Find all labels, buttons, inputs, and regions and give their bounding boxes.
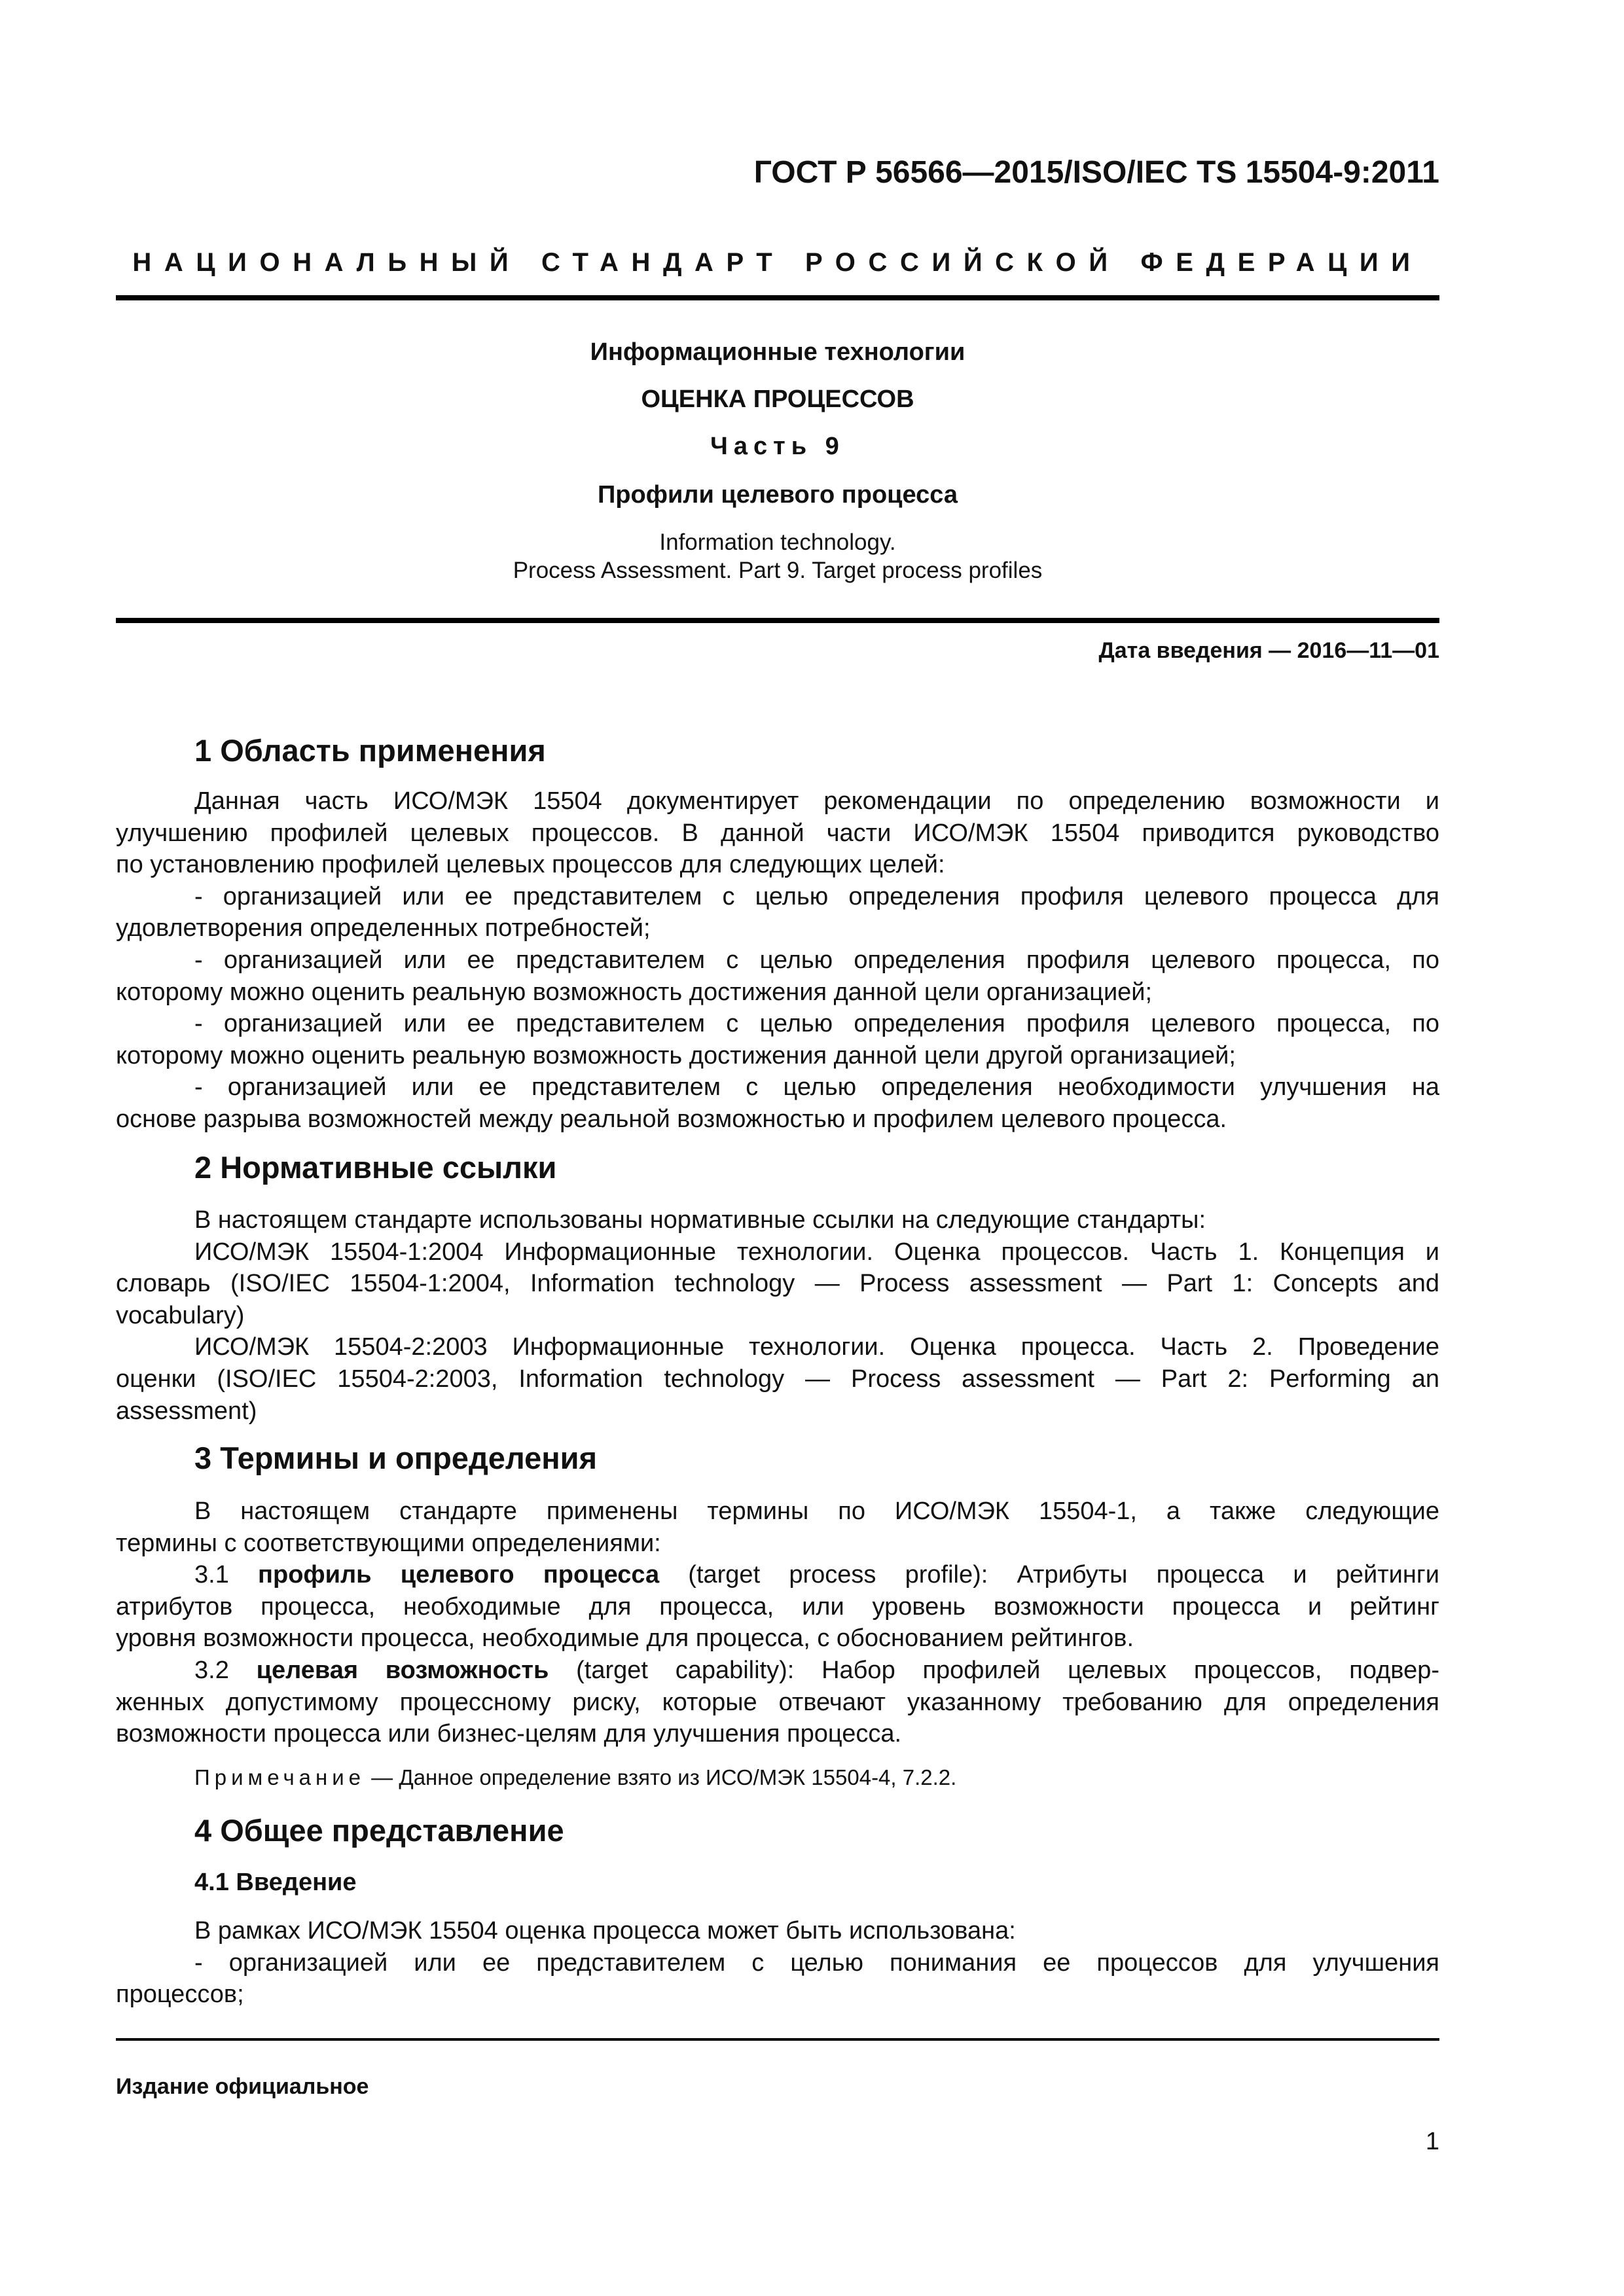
section-4-body: [116, 1915, 1439, 2011]
text-line: assessment): [116, 1397, 257, 1425]
term-1-line: [116, 1559, 1439, 1591]
text-line: - организацией или ее представителем с целью определения профиля целевого процесса для: [194, 882, 1439, 910]
section-3-heading: 3 Термины и определения: [194, 1441, 597, 1475]
text-line: vocabulary): [116, 1301, 245, 1329]
title-part: Часть 9: [710, 433, 845, 460]
text-line: - организацией или ее представителем с целью определения профиля целевого процесса, по: [194, 946, 1439, 974]
term-2-line: [116, 1655, 1439, 1687]
national-standard-banner: НАЦИОНАЛЬНЫЙ СТАНДАРТ РОССИЙСКОЙ ФЕДЕРАЦИИ: [132, 248, 1423, 277]
text-line: улучшению профилей целевых процессов. В данной части ИСО/МЭК 15504 приводится руководство: [116, 819, 1439, 847]
text-line: Данная часть ИСО/МЭК 15504 документирует рекомендации по определению возможности и: [194, 787, 1439, 815]
text-line: - организацией или ее представителем с целью понимания ее процессов для улучшения: [194, 1948, 1439, 1977]
note-label: Примечание: [194, 1765, 366, 1789]
standard-code: ГОСТ Р 56566—2015/ISO/IEC TS 15504-9:2011: [753, 155, 1439, 190]
text-line: В настоящем стандарте применены термины по ИСО/МЭК 15504-1, а также следующие: [194, 1498, 1439, 1525]
text-line: атрибутов процесса, необходимые для процесса, или уровень возможности процесса и рейтинг: [116, 1592, 1439, 1621]
text-line: которому можно оценить реальную возможность достижения данной цели организацией;: [116, 978, 1153, 1006]
section-1-body: [116, 785, 1439, 1136]
section-3-body: [116, 1496, 1439, 1750]
top-rule: [116, 295, 1439, 300]
subsection-4-1-heading: 4.1 Введение: [194, 1869, 357, 1896]
title-line-2: ОЦЕНКА ПРОЦЕССОВ: [641, 386, 914, 413]
text-line: процессов;: [116, 1981, 244, 2009]
term-2-number: 3.2: [194, 1656, 229, 1684]
title-line-1: Информационные технологии: [590, 338, 965, 366]
text-line: которому можно оценить реальную возможность достижения данной цели другой организацией;: [116, 1041, 1236, 1069]
text-line: основе разрыва возможностей между реальной возможностью и профилем целевого процесса.: [116, 1105, 1227, 1133]
text-line: по установлению профилей целевых процессов для следующих целей:: [116, 851, 945, 879]
term-1-name: профиль целевого процесса: [258, 1561, 660, 1589]
text-line: В рамках ИСО/МЭК 15504 оценка процесса может быть использована:: [194, 1917, 1016, 1945]
section-4-heading: 4 Общее представление: [194, 1813, 564, 1848]
title-line-4: Профили целевого процесса: [597, 481, 958, 509]
term-1-number: 3.1: [194, 1561, 229, 1589]
term-2-name: целевая возможность: [256, 1656, 549, 1684]
section-2-heading: 2 Нормативные ссылки: [194, 1150, 557, 1185]
text-line: ИСО/МЭК 15504-1:2004 Информационные технологии. Оценка процессов. Часть 1. Концепция и: [194, 1238, 1439, 1266]
text-line: возможности процесса или бизнес-целям для улучшения процесса.: [116, 1720, 902, 1748]
page-number: 1: [1425, 2128, 1439, 2155]
text-line: - организацией или ее представителем с целью определения необходимости улучшения на: [194, 1073, 1439, 1102]
english-title-line-2: Process Assessment. Part 9. Target process profiles: [513, 558, 1043, 583]
official-edition-label: Издание официальное: [116, 2074, 369, 2099]
footer-rule: [116, 2038, 1439, 2041]
text-line: женных допустимому процессному риску, которые отвечают указанному требованию для определения: [116, 1688, 1439, 1716]
section-2-body: [116, 1204, 1439, 1427]
term-1-definition: (target process profile): Атрибуты процесса и рейтинги: [688, 1561, 1439, 1589]
text-line: оценки (ISO/IEC 15504-2:2003, Information technology — Process assessment — Part 2: Performing an: [116, 1365, 1439, 1393]
text-line: термины с соответствующими определениями:: [116, 1529, 661, 1557]
note-text: — Данное определение взято из ИСО/МЭК 15504-4, 7.2.2.: [365, 1765, 957, 1789]
note: [194, 1763, 956, 1793]
text-line: В настоящем стандарте использованы нормативные ссылки на следующие стандарты:: [194, 1206, 1206, 1234]
text-line: удовлетворения определенных потребностей;: [116, 914, 651, 942]
text-line: словарь (ISO/IEC 15504-1:2004, Information technology — Process assessment — Part 1: Concepts and: [116, 1270, 1439, 1298]
text-line: - организацией или ее представителем с целью определения профиля целевого процесса, по: [194, 1010, 1439, 1038]
introduction-date: Дата введения — 2016—11—01: [1098, 638, 1439, 663]
term-2-definition: (target capability): Набор профилей целевых процессов, подвер-: [576, 1656, 1439, 1684]
english-title-line-1: Information technology.: [659, 529, 896, 555]
text-line: уровня возможности процесса, необходимые для процесса, с обоснованием рейтингов.: [116, 1624, 1134, 1653]
title-rule: [116, 618, 1439, 623]
text-line: ИСО/МЭК 15504-2:2003 Информационные технологии. Оценка процесса. Часть 2. Проведение: [194, 1333, 1439, 1361]
section-1-heading: 1 Область применения: [194, 733, 546, 768]
